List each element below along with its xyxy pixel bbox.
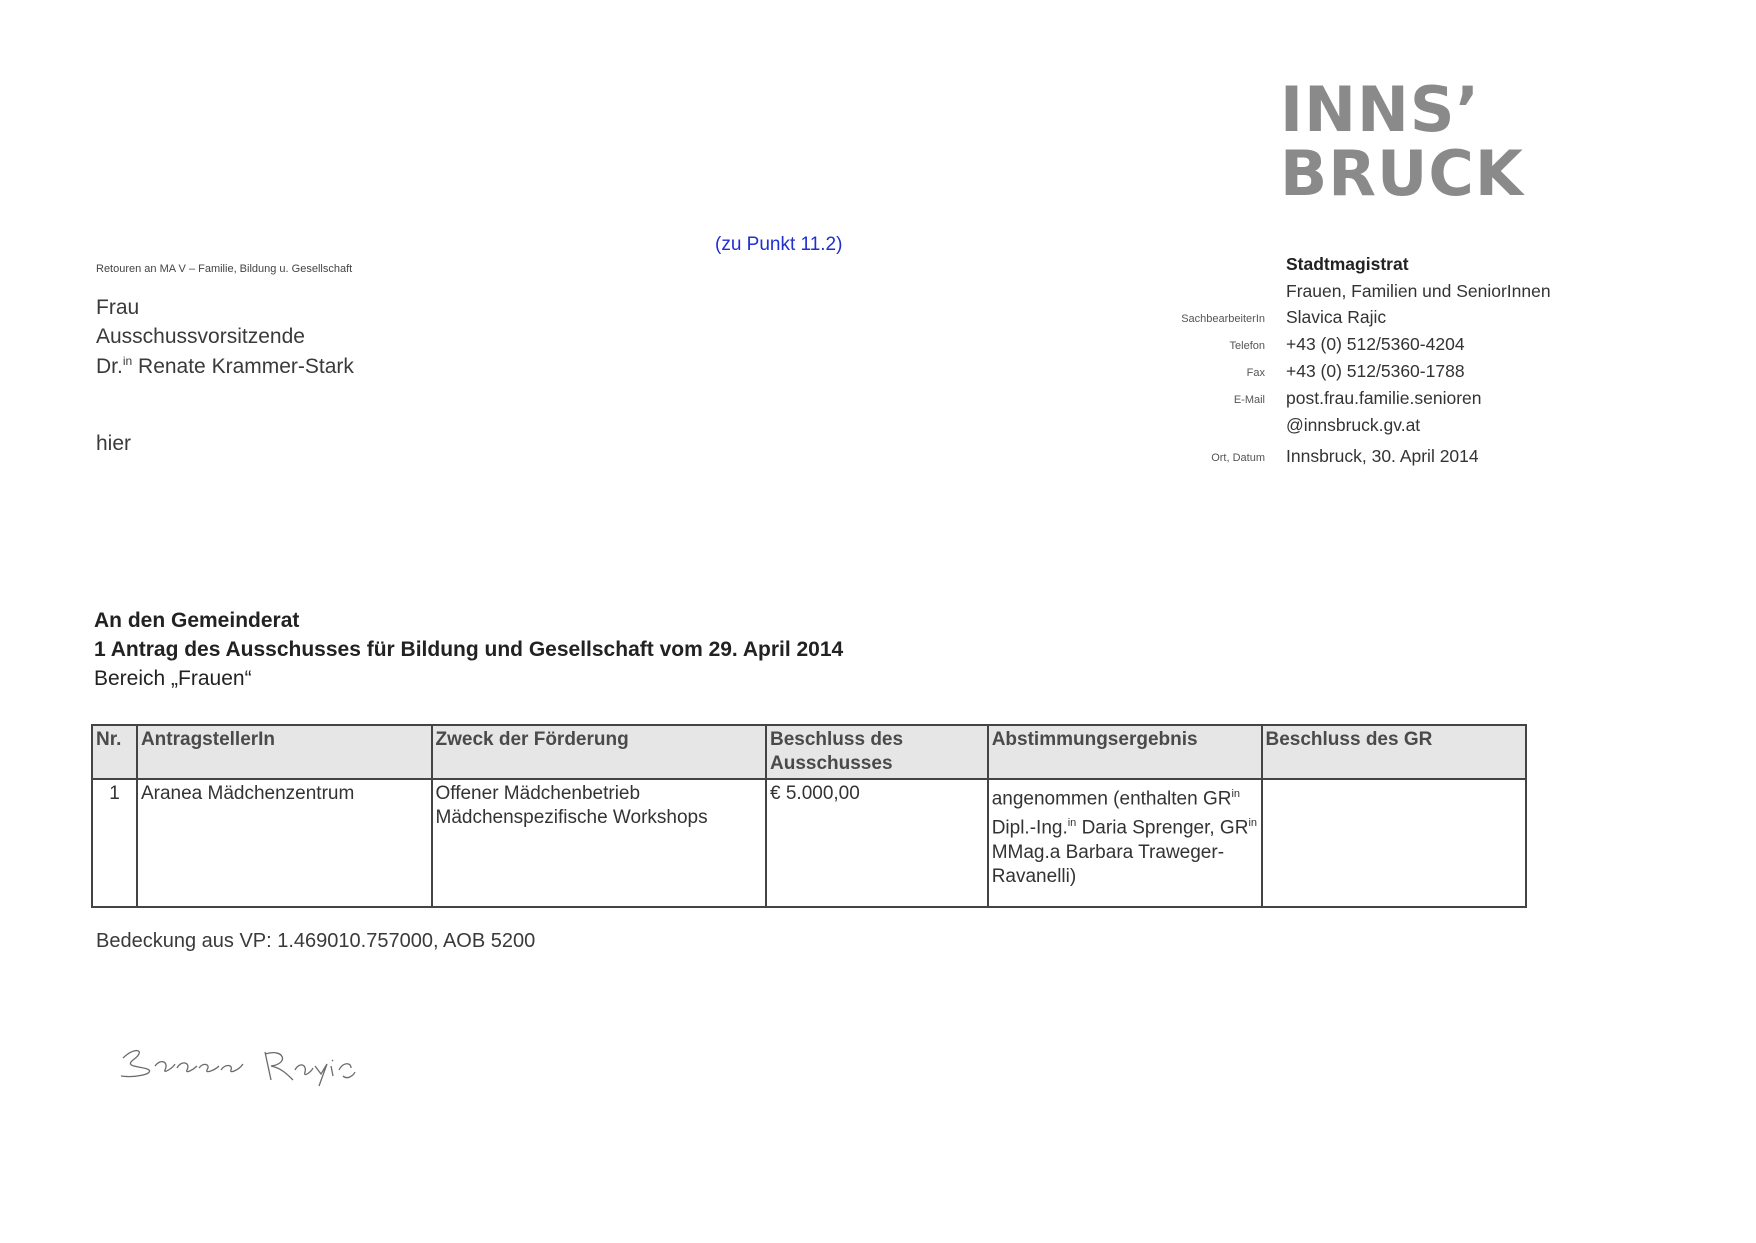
phone-value: +43 (0) 512/5360-4204 bbox=[1286, 334, 1465, 354]
recipient-sup: in bbox=[122, 354, 133, 368]
clerk-label: SachbearbeiterIn bbox=[1181, 313, 1265, 325]
vote-sup-2: in bbox=[1067, 817, 1077, 830]
recipient-salutation: Frau bbox=[96, 296, 140, 319]
table-row bbox=[92, 779, 1526, 907]
return-address: Retouren an MA V – Familie, Bildung u. Gesellschaft bbox=[96, 263, 353, 275]
purpose-line-2: Mädchenspezifische Workshops bbox=[435, 807, 708, 828]
header-committee-decision: Beschluss des Ausschusses bbox=[766, 725, 988, 779]
header-nr: Nr. bbox=[92, 725, 137, 779]
sender-org: Stadtmagistrat bbox=[1286, 254, 1409, 274]
table-header-row bbox=[92, 725, 1526, 779]
reference-note: (zu Punkt 11.2) bbox=[715, 234, 843, 255]
funding-table bbox=[91, 724, 1527, 908]
header-gr-decision: Beschluss des GR bbox=[1262, 725, 1527, 779]
vote-text-d: MMag.a Barbara Traweger-Ravanelli) bbox=[991, 841, 1225, 887]
header-purpose: Zweck der Förderung bbox=[432, 725, 767, 779]
logo-line-1: INNS’ bbox=[1280, 73, 1481, 146]
date-label: Ort, Datum bbox=[1211, 452, 1265, 464]
email-value-2: @innsbruck.gv.at bbox=[1286, 415, 1421, 435]
fax-value: +43 (0) 512/5360-1788 bbox=[1286, 361, 1465, 381]
header-vote-result: Abstimmungsergebnis bbox=[988, 725, 1262, 779]
phone-label: Telefon bbox=[1229, 340, 1265, 352]
cell-gr-decision bbox=[1262, 779, 1527, 907]
cell-nr: 1 bbox=[92, 779, 137, 907]
heading-motion: 1 Antrag des Ausschusses für Bildung und Gesellschaft vom 29. April 2014 bbox=[94, 638, 844, 661]
purpose-line-1: Offener Mädchenbetrieb bbox=[435, 783, 641, 804]
clerk-name: Slavica Rajic bbox=[1286, 307, 1387, 327]
recipient-title: Ausschussvorsitzende bbox=[96, 325, 305, 348]
cell-vote bbox=[988, 779, 1262, 907]
coverage-note: Bedeckung aus VP: 1.469010.757000, AOB 5200 bbox=[96, 930, 536, 952]
fax-label: Fax bbox=[1246, 367, 1265, 379]
sender-dept: Frauen, Familien und SeniorInnen bbox=[1286, 281, 1551, 301]
vote-text-c: Daria Sprenger, GR bbox=[1076, 817, 1249, 839]
vote-text-a: angenommen (enthalten GR bbox=[991, 788, 1232, 810]
recipient-location: hier bbox=[96, 432, 132, 455]
heading-council: An den Gemeinderat bbox=[94, 609, 300, 632]
handwritten-signature bbox=[115, 1040, 395, 1095]
heading-area: Bereich „Frauen“ bbox=[94, 667, 252, 690]
vote-sup-1: in bbox=[1231, 788, 1241, 800]
email-value-1: post.frau.familie.senioren bbox=[1286, 388, 1482, 408]
logo-line-2: BRUCK bbox=[1280, 137, 1524, 210]
recipient-name-text: Renate Krammer-Stark bbox=[132, 355, 354, 378]
cell-purpose bbox=[432, 779, 767, 907]
cell-applicant: Aranea Mädchenzentrum bbox=[137, 779, 432, 907]
innsbruck-logo bbox=[1280, 73, 1540, 210]
signature-drawing bbox=[115, 1040, 395, 1090]
header-applicant: AntragstellerIn bbox=[137, 725, 432, 779]
recipient-prefix: Dr. bbox=[96, 355, 123, 378]
email-label: E-Mail bbox=[1233, 394, 1265, 406]
vote-sup-3: in bbox=[1248, 817, 1257, 830]
vote-text-b: Dipl.-Ing. bbox=[991, 817, 1068, 839]
cell-amount: € 5.000,00 bbox=[766, 779, 988, 907]
date-value: Innsbruck, 30. April 2014 bbox=[1286, 446, 1479, 466]
recipient-name bbox=[96, 354, 354, 379]
